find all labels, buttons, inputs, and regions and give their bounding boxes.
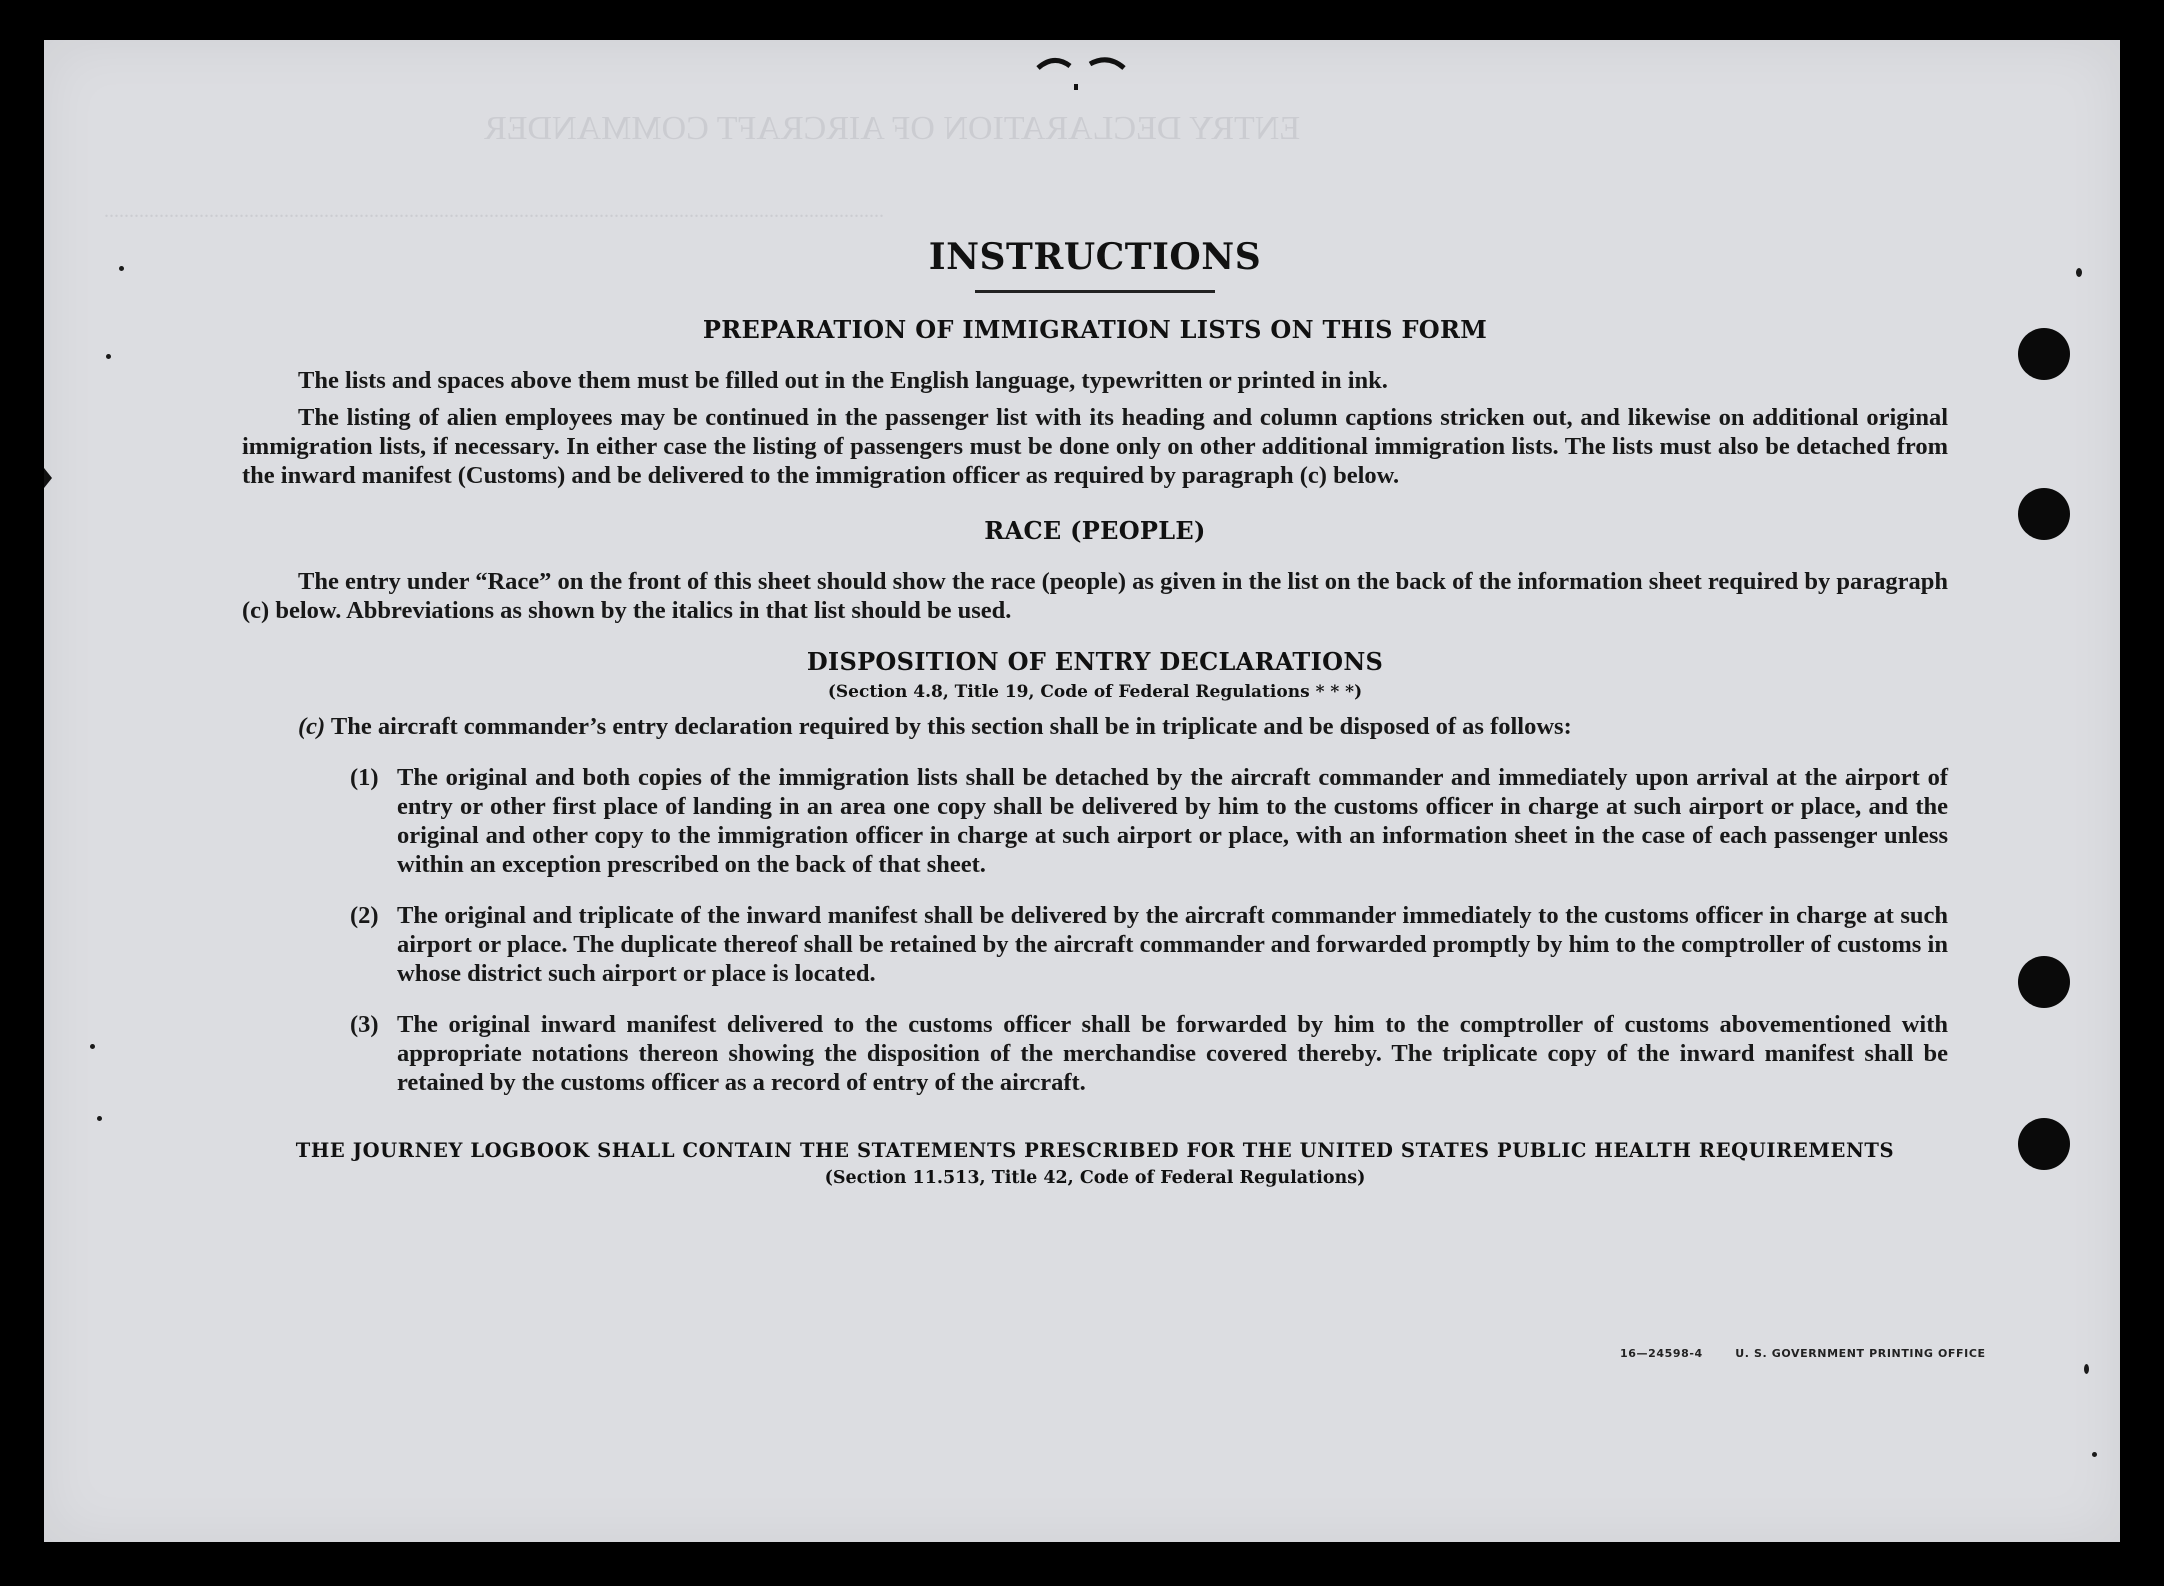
title-underline — [975, 290, 1215, 293]
intro-label: (c) — [298, 713, 326, 740]
speck-mark — [106, 354, 111, 359]
paragraph-race: The entry under “Race” on the front of this sheet should show the race (people) as given in the list on the back of the information sheet required by paragraph (c) below. Abbreviations as shown by the italics in that list should be used. — [242, 568, 1948, 624]
instructions-body — [242, 236, 1948, 1188]
punch-hole — [2018, 328, 2070, 380]
paragraph-disposition-intro — [242, 712, 1948, 741]
show-through-lines: ............................................................................................................................................................ — [104, 200, 884, 222]
speck-mark — [90, 1044, 95, 1049]
paragraph-alien-employees: The listing of alien employees may be continued in the passenger list with its heading and column captions stricken out, and likewise on additional original immigration lists, if necessary. In either case the listing of passengers must be done only on other additional immigration lists. The lists must also be detached from the inward manifest (Customs) and be delivered to the immigration officer as required by paragraph (c) below. — [242, 404, 1948, 489]
section-heading-preparation: PREPARATION OF IMMIGRATION LISTS ON THIS FORM — [702, 315, 1488, 344]
list-item — [350, 1010, 1948, 1097]
printer-imprint — [1620, 1347, 1986, 1360]
left-edge-mark — [44, 468, 54, 488]
list-item-text: The original and triplicate of the inward manifest shall be delivered by the aircraft commander immediately to the customs officer in charge at such airport or place. The duplicate thereof shall be retained by the aircraft commander and forwarded promptly by him to the comptroller of customs in whose district such airport or place is located. — [397, 902, 1948, 987]
top-edge-mark — [1034, 52, 1154, 92]
printer-name: U. S. GOVERNMENT PRINTING OFFICE — [1735, 1347, 1986, 1360]
punch-hole — [2018, 1118, 2070, 1170]
speck-mark — [97, 1116, 102, 1121]
list-item-number: (2) — [350, 902, 379, 929]
intro-text: The aircraft commander’s entry declaration required by this section shall be in triplicate and be disposed of as follows: — [330, 713, 1572, 740]
list-item — [350, 901, 1948, 988]
list-item — [350, 763, 1948, 879]
list-item-text: The original inward manifest delivered to the customs officer shall be forwarded by him to the comptroller of customs abovementioned with appropriate notations thereon showing the disposition of the merchandise covered thereby. The triplicate copy of the inward manifest shall be retained by the customs officer as a record of entry of the aircraft. — [397, 1011, 1948, 1096]
speck-mark — [2092, 1452, 2097, 1457]
public-health-statement: THE JOURNEY LOGBOOK SHALL CONTAIN THE STATEMENTS PRESCRIBED FOR THE UNITED STATES PUBLIC HEALTH REQUIREMENTS — [295, 1139, 1895, 1162]
speck-mark — [2076, 268, 2082, 277]
document-page — [44, 40, 2120, 1542]
list-item-text: The original and both copies of the immigration lists shall be detached by the aircraft commander and immediately upon arrival at the airport of entry or other first place of landing in an area one copy shall be delivered by him to the customs officer in charge at such airport or place, and the original and other copy to the immigration officer in charge at such airport or place, with an information sheet in the case of each passenger unless within an exception prescribed on the back of that sheet. — [397, 764, 1948, 878]
speck-mark — [2084, 1364, 2089, 1374]
page-title: INSTRUCTIONS — [928, 236, 1262, 278]
list-item-number: (1) — [350, 764, 379, 791]
speck-mark — [119, 266, 124, 271]
paragraph-language: The lists and spaces above them must be filled out in the English language, typewritten or printed in ink. — [298, 367, 1388, 394]
section-heading-race: RACE (PEOPLE) — [984, 516, 1206, 545]
disposition-citation: (Section 4.8, Title 19, Code of Federal Regulations * * *) — [827, 682, 1363, 702]
public-health-citation: (Section 11.513, Title 42, Code of Federal Regulations) — [824, 1168, 1366, 1188]
punch-hole — [2018, 956, 2070, 1008]
section-heading-disposition: DISPOSITION OF ENTRY DECLARATIONS — [806, 647, 1384, 676]
form-print-code: 16—24598-4 — [1620, 1347, 1703, 1360]
punch-hole — [2018, 488, 2070, 540]
list-item-number: (3) — [350, 1011, 379, 1038]
show-through-header: ENTRY DECLARATION OF AIRCRAFT COMMANDER — [484, 110, 1301, 147]
